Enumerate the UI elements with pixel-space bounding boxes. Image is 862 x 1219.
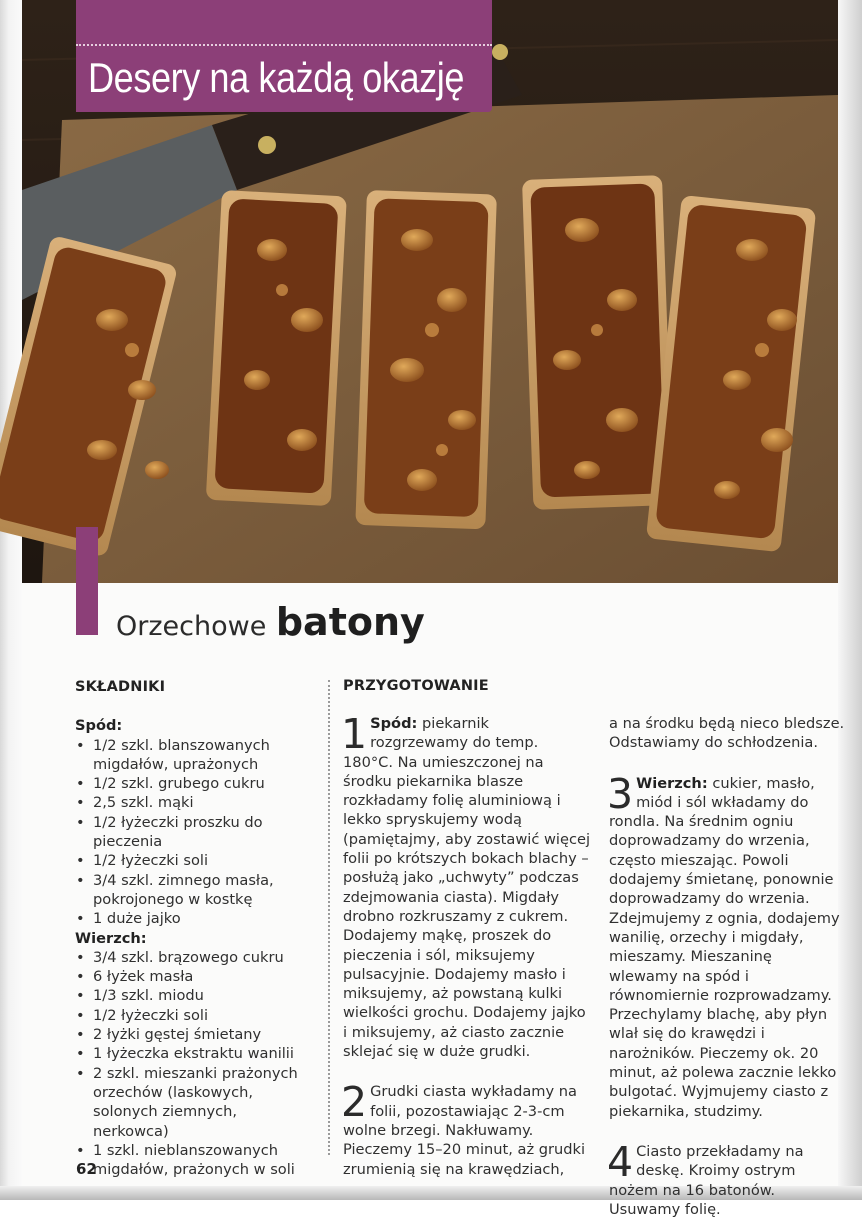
recipe-title	[116, 600, 425, 644]
preparation-step	[607, 1137, 845, 1219]
preparation-step	[341, 710, 591, 1061]
ingredient-item: • 1/2 łyżeczki soli	[75, 851, 315, 870]
preparation-column-left	[341, 710, 591, 1179]
ingredient-item: • 1/2 szkl. grubego cukru	[75, 774, 315, 793]
ingredient-item: • 1 szkl. nieblanszowanych migdałów, prażonych w soli	[75, 1141, 315, 1180]
step-text: piekarnik rozgrzewamy do temp. 180°C. Na umieszczonej na środku piekarnika blasze rozkładamy folię aluminiową i lekko spryskujemy wodą (pamiętajmy, aby zostawić więcej folii po krótszych bokach blachy – posłużą jako „uchwyty” podczas zdejmowania ciasta). Migdały drobno rozkruszamy z cukrem. Dodajemy mąkę, proszek do pieczenia i sól, miksujemy pulsacyjnie. Dodajemy masło i miksujemy, aż powstaną kulki wielkości grochu. Dodajemy jajko i miksujemy, aż ciasto zacznie sklejać się w duże grudki.	[343, 715, 591, 1061]
ingredient-item: • 3/4 szkl. zimnego masła, pokrojonego w kostkę	[75, 871, 315, 910]
page-number: 62	[76, 1160, 97, 1178]
preparation-step-continued	[609, 714, 845, 753]
step-text: Grudki ciasta wykładamy na folii, pozostawiając 2-3-cm wolne brzegi. Nakłuwamy. Pieczemy 15–20 minut, aż grudki zrumienią się na krawędziach,	[343, 1083, 586, 1178]
step-number: 4	[607, 1137, 634, 1186]
ingredients-group-title: Spód:	[75, 717, 123, 735]
ingredients-heading: SKŁADNIKI	[75, 679, 166, 695]
step-text: cukier, masło, miód i sól wkładamy do rondla. Na średnim ogniu doprowadzamy do wrzenia, często mieszając. Powoli dodajemy śmietanę, ponownie doprowadzamy do wrzenia. Zdejmujemy z ognia, dodajemy wanilię, orzechy i migdały, mieszamy. Mieszaninę wlewamy na spód i równomiernie rozprowadzamy. Przechylamy blachę, aby płyn wlał się do krawędzi i narożników. Pieczemy ok. 20 minut, aż polewa zacznie lekko bulgotać. Wyjmujemy ciasto z piekarnika, studzimy.	[609, 774, 840, 1120]
step-number: 1	[341, 710, 368, 758]
nut-bar	[206, 190, 347, 506]
recipe-title-light: Orzechowe	[116, 611, 267, 642]
ingredient-item: • 1/2 łyżeczki soli	[75, 1006, 315, 1025]
page-binding-edge	[0, 0, 22, 1200]
step-text: a na środku będą nieco bledsze. Odstawiamy do schłodzenia.	[609, 715, 845, 752]
step-lead: Wierzch:	[636, 774, 708, 792]
step-number: 3	[607, 769, 634, 818]
recipe-title-bold: batony	[275, 600, 425, 644]
preparation-step	[341, 1078, 591, 1178]
ingredients-list	[75, 948, 315, 1180]
ingredient-item: • 1/2 szkl. blanszowanych migdałów, uprażonych	[75, 736, 315, 775]
column-divider	[328, 680, 330, 1155]
preparation-column-right	[609, 714, 845, 1219]
ingredient-item: • 2,5 szkl. mąki	[75, 793, 315, 812]
ingredient-item: • 6 łyżek masła	[75, 967, 315, 986]
ingredients-list	[75, 736, 315, 929]
step-text: Ciasto przekładamy na deskę. Kroimy ostrym nożem na 16 batonów. Usuwamy folię.	[609, 1142, 804, 1218]
ingredient-item: • 2 szkl. mieszanki prażonych orzechów (laskowych, solonych ziemnych, nerkowca)	[75, 1064, 315, 1141]
step-number: 2	[341, 1078, 368, 1127]
nut-bar	[522, 175, 673, 510]
ingredients-column	[75, 678, 315, 1179]
banner-dotted-line	[76, 44, 492, 46]
ingredient-item: • 1/2 łyżeczki proszku do pieczenia	[75, 813, 315, 852]
ingredient-item: • 1 łyżeczka ekstraktu wanilii	[75, 1044, 315, 1063]
preparation-heading: PRZYGOTOWANIE	[343, 678, 489, 694]
section-title: Desery na każdą okazję	[88, 54, 465, 101]
ingredient-item: • 2 łyżki gęstej śmietany	[75, 1025, 315, 1044]
step-lead: Spód:	[370, 715, 418, 732]
title-accent-bar	[76, 527, 98, 635]
ingredient-item: • 3/4 szkl. brązowego cukru	[75, 948, 315, 967]
ingredient-item: • 1/3 szkl. miodu	[75, 986, 315, 1005]
ingredients-group-title: Wierzch:	[75, 929, 147, 947]
section-banner	[76, 0, 492, 112]
preparation-step	[607, 769, 845, 1121]
ingredient-item: • 1 duże jajko	[75, 909, 315, 928]
